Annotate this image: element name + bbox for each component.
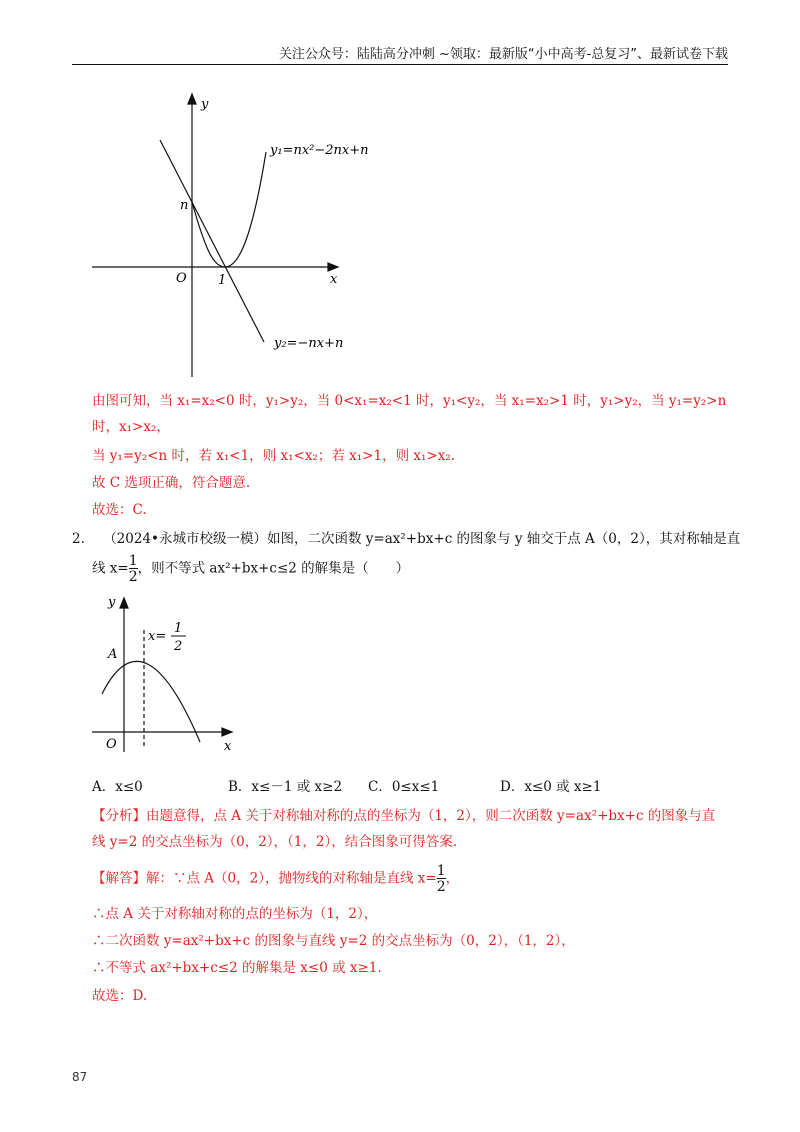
figure-2-graph <box>88 592 248 762</box>
question2-text2b: ，则不等式 ax²+bx+c≤2 的解集是（ ） <box>137 560 410 577</box>
fig2-frac-num: 1 <box>174 621 183 636</box>
analysis2-frac-num: 1 <box>436 863 446 879</box>
page-number: 87 <box>72 1070 88 1084</box>
analysis2-jd1a: 【解答】解：∵点 A（0，2），抛物线的对称轴是直线 x= <box>92 870 437 887</box>
question2-line1 <box>72 527 740 547</box>
fig1-label-y1: y₁=nx²−2nx+n <box>270 143 369 158</box>
analysis1-line1: 由图可知，当 x₁=x₂<0 时，y₁>y₂，当 0<x₁=x₂<1 时，y₁<y₂，当 x₁=x₂>1 时，y₁>y₂，当 y₁=y₂>n <box>92 393 727 409</box>
analysis2-jd1 <box>92 864 459 894</box>
fig2-label-y: y <box>108 595 116 610</box>
analysis2-jd5: 故选：D. <box>92 988 148 1004</box>
fig2-label-a: A <box>108 647 118 662</box>
option-c[interactable]: C．0≤x≤1 <box>368 779 440 795</box>
fig2-frac-den: 2 <box>174 639 183 654</box>
fig1-y-arrow <box>188 94 196 104</box>
question2-text2a: 线 x= <box>92 560 129 577</box>
fig2-parabola <box>102 661 200 742</box>
analysis2-frac-den: 2 <box>436 879 446 895</box>
analysis2-jd4: ∴不等式 ax²+bx+c≤2 的解集是 x≤0 或 x≥1. <box>92 960 382 976</box>
fig1-label-1: 1 <box>218 273 227 288</box>
fig1-parabola <box>192 152 266 267</box>
analysis2-jd3: ∴二次函数 y=ax²+bx+c 的图象与直线 y=2 的交点坐标为（0，2），（1，2）， <box>92 933 575 949</box>
question2-frac-num: 1 <box>128 553 138 569</box>
page-header: 关注公众号：陆陆高分冲刺 ~领取：最新版“小中高考-总复习”、最新试卷下载 <box>278 47 728 62</box>
fig1-line <box>160 140 264 342</box>
fig2-y-arrow <box>120 598 128 608</box>
figure-1-graph <box>88 92 388 382</box>
fig2-label-o: O <box>106 737 117 752</box>
analysis1-line4: 故 C 选项正确，符合题意. <box>92 475 251 491</box>
option-a[interactable]: A．x≤0 <box>92 779 143 795</box>
fig2-label-axis: x= <box>148 629 167 644</box>
question2-frac-den: 2 <box>128 569 138 585</box>
header-rule <box>72 64 728 65</box>
analysis2-jd2: ∴点 A 关于对称轴对称的点的坐标为（1，2）， <box>92 906 378 922</box>
analysis2-jd1b: ， <box>445 870 460 887</box>
question2-text: （2024•永城市校级一模）如图，二次函数 y=ax²+bx+c 的图象与 y 轴交于点 A（0，2），其对称轴是直 <box>103 531 741 547</box>
option-d[interactable]: D．x≤0 或 x≥1 <box>500 779 602 795</box>
analysis2-fx2: 线 y=2 的交点坐标为（0，2），（1，2），结合图象可得答案. <box>92 834 458 850</box>
analysis2-fraction <box>437 864 446 894</box>
analysis1-line5: 故选：C. <box>92 502 147 518</box>
question2-fraction <box>129 554 138 584</box>
fig1-label-x: x <box>330 272 338 287</box>
analysis1-line3: 当 y₁=y₂<n 时，若 x₁<1，则 x₁<x₂；若 x₁>1，则 x₁>x₂. <box>92 448 456 464</box>
fig1-label-y2: y₂=−nx+n <box>274 336 344 351</box>
question2-number: 2. <box>72 531 85 547</box>
option-b[interactable]: B．x≤－1 或 x≥2 <box>228 779 343 795</box>
fig1-label-n: n <box>180 198 189 213</box>
fig1-x-arrow <box>328 263 338 271</box>
fig1-label-y: y <box>201 97 209 112</box>
analysis1-line2: 时，x₁>x₂， <box>92 419 170 435</box>
fig1-label-o: O <box>176 271 187 286</box>
analysis2-fx1: 【分析】由题意得，点 A 关于对称轴对称的点的坐标为（1，2），则二次函数 y=ax²+bx+c 的图象与直 <box>92 808 716 824</box>
fig2-x-arrow <box>222 728 232 736</box>
question2-line2 <box>92 554 409 584</box>
fig2-label-x: x <box>224 739 232 754</box>
